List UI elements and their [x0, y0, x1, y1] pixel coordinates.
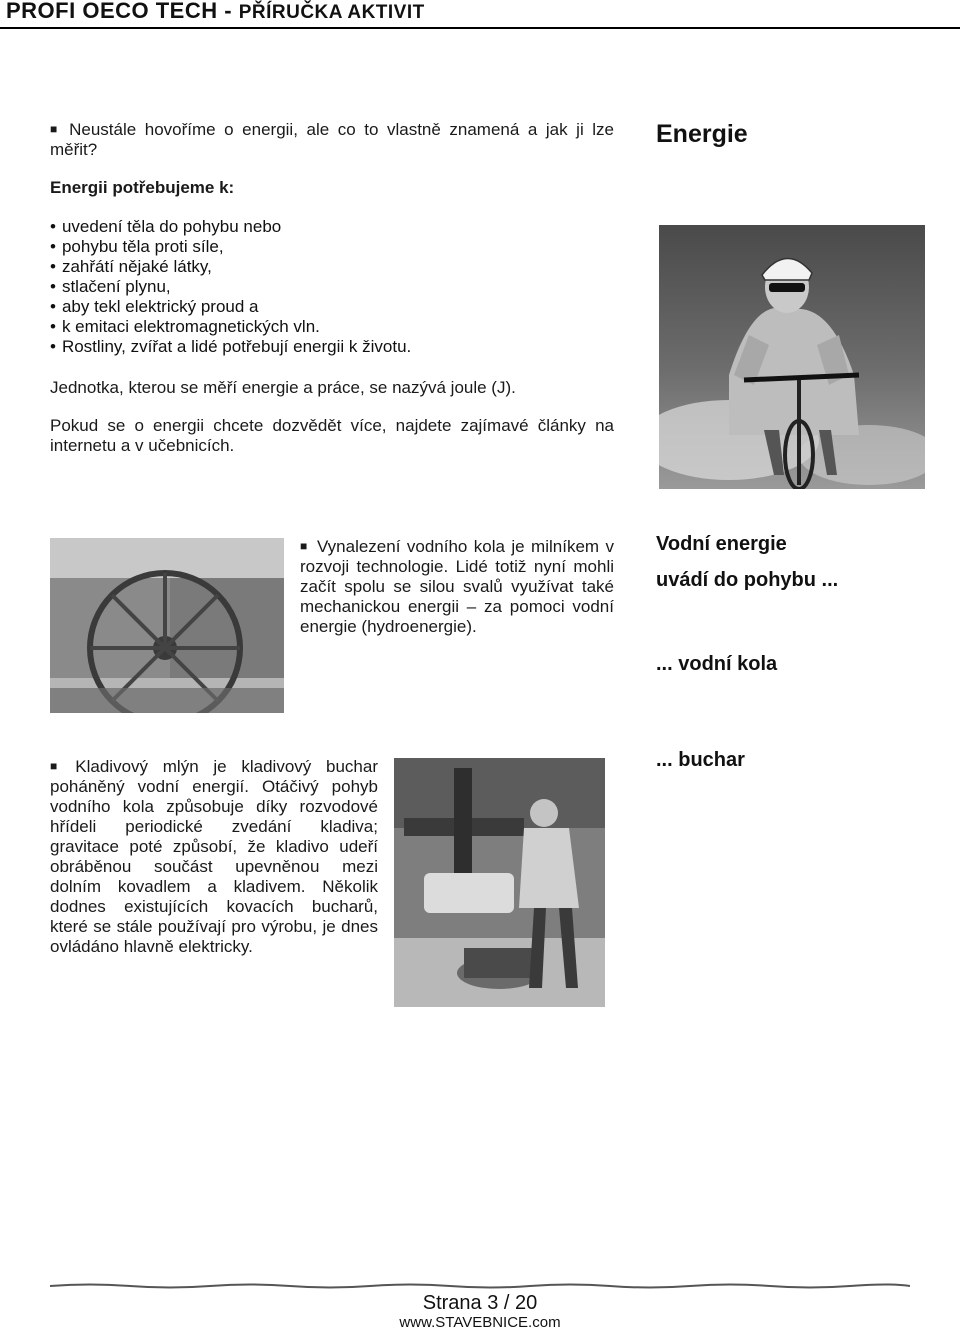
hammer-text-body: Kladivový mlýn je kladivový buchar poháněný vodní energií. Otáčivý pohyb vodního kola způsobuje díky rozvodové hřídeli periodické zvedání kladiva; gravitace poté způsobí, že kladivo udeří obráběnou součást upevněnou mezi dolním kovadlem a kladivem. Několik dodnes existujících kovacích bucharů, které se stále používají pro výrobu, je dnes ovládáno hlavně elektricky. [50, 757, 378, 956]
water-side-line2: uvádí do pohybu ... [656, 569, 839, 591]
needs-list [50, 217, 610, 357]
unit-text: Jednotka, kterou se měří energie a práce, se nazývá joule (J). [50, 378, 516, 397]
water-text [300, 536, 614, 637]
hammer-side-title: ... buchar [656, 749, 745, 771]
document-header [6, 0, 425, 24]
hammer-text [50, 756, 378, 957]
header-rule [0, 27, 960, 29]
list-item: • Rostliny, zvířat a lidé potřebují energii k životu. [50, 337, 610, 357]
header-separator: - [224, 0, 233, 23]
more-text: Pokud se o energii chcete dozvědět více, najdete zajímavé články na internetu a v učebnicích. [50, 416, 614, 455]
list-item: • aby tekl elektrický proud a [50, 297, 610, 317]
cyclist-photo [659, 225, 925, 489]
water-wheel-photo [50, 538, 284, 713]
square-bullet-icon: ■ [50, 759, 68, 773]
energie-side-title: Energie [656, 120, 748, 148]
water-side-line3: ... vodní kola [656, 653, 778, 675]
square-bullet-icon: ■ [50, 122, 62, 136]
brand-name: PROFI OECO TECH [6, 0, 218, 23]
list-item: • pohybu těla proti síle, [50, 237, 610, 257]
hammer-mill-photo [394, 758, 605, 1007]
list-item: • uvedení těla do pohybu nebo [50, 217, 610, 237]
list-item: • zahřátí nějaké látky, [50, 257, 610, 277]
page-number: Strana 3 / 20 [422, 1292, 538, 1314]
water-text-body: Vynalezení vodního kola je milníkem v rozvoji technologie. Lidé totiž nyní mohli začít spolu se silou svalů využívat také mechanickou energii – za pomoci vodní energie (hydroenergie). [300, 537, 614, 636]
need-heading: Energii potřebujeme k: [50, 178, 235, 197]
list-item: • stlačení plynu, [50, 277, 610, 297]
website-link[interactable]: www.STAVEBNICE.com [399, 1314, 561, 1331]
square-bullet-icon: ■ [300, 539, 309, 553]
water-side-title: Vodní energie [656, 533, 787, 555]
intro-question-text: Neustále hovoříme o energii, ale co to vlastně znamená a jak ji lze měřit? [50, 120, 615, 159]
intro-question [50, 119, 614, 160]
list-item: • k emitaci elektromagnetických vln. [50, 317, 610, 337]
guide-name: PŘÍRUČKA AKTIVIT [238, 2, 425, 23]
footer-rule [50, 1276, 910, 1282]
